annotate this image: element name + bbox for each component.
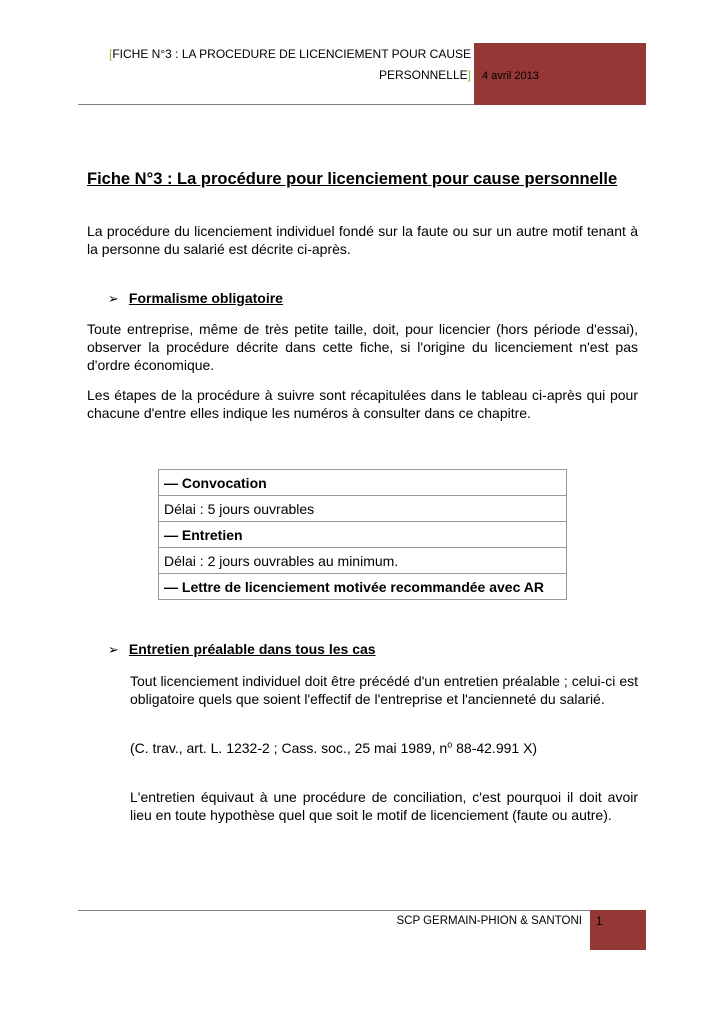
section1-paragraph-2: Les étapes de la procédure à suivre sont récapitulées dans le tableau ci-après qui pour chacune d'entre elles indique les numéros à consulter dans ce chapitre. <box>87 387 638 421</box>
section2-heading <box>108 641 376 658</box>
section2-paragraph-1: Tout licenciement individuel doit être précédé d'un entretien préalable ; celui-ci est obligatoire quels que soient l'effectif de l'entreprise et l'ancienneté du salarié. <box>130 673 638 707</box>
page-number: 1 <box>596 916 603 928</box>
footer-page-box <box>590 910 646 950</box>
header-title-line2: PERSONNELLE <box>378 68 468 82</box>
section1-paragraph-1: Toute entreprise, même de très petite taille, doit, pour licencier (hors période d'essai), observer la procédure décrite dans cette fiche, si l'origine du licenciement n'est pas d'ordre économique. <box>87 321 638 373</box>
procedure-steps-table <box>158 469 567 600</box>
table-row <box>159 574 567 600</box>
table-row <box>159 496 567 522</box>
table-row <box>159 522 567 548</box>
header-rule <box>78 104 474 105</box>
citation-text: (C. trav., art. L. 1232-2 ; Cass. soc., 25 mai 1989, n <box>130 740 448 756</box>
header-title-line1: FICHE N°3 : LA PROCEDURE DE LICENCIEMENT POUR CAUSE <box>112 47 471 61</box>
table-row <box>159 548 567 574</box>
intro-paragraph: La procédure du licenciement individuel fondé sur la faute ou sur un autre motif tenant à la personne du salarié est décrite ci-après. <box>87 223 638 257</box>
header-bracket-close: ] <box>467 68 471 82</box>
table-cell: — Lettre de licenciement motivée recommandée avec AR <box>159 574 567 600</box>
footer-rule <box>78 910 591 911</box>
table-row <box>159 470 567 496</box>
section1-heading <box>108 290 283 307</box>
table-cell: — Convocation <box>159 470 567 496</box>
header-title <box>95 44 471 86</box>
citation-number: 88-42.991 X) <box>452 740 538 756</box>
page-title: Fiche N°3 : La procédure pour licenciement pour cause personnelle <box>87 170 618 188</box>
header-bracket-open: [ <box>109 47 113 61</box>
section1-heading-text: Formalisme obligatoire <box>128 290 283 306</box>
arrow-bullet-icon: ➢ <box>108 291 119 306</box>
legal-citation <box>130 739 638 757</box>
section2-heading-text: Entretien préalable dans tous les cas <box>128 641 376 657</box>
table-cell: — Entretien <box>159 522 567 548</box>
header-date-box <box>474 43 646 105</box>
section2-paragraph-2: L'entretien équivaut à une procédure de conciliation, c'est pourquoi il doit avoir lieu en toute hypothèse quel que soit le motif de licenciement (faute ou autre). <box>130 789 638 823</box>
header-date: 4 avril 2013 <box>482 70 539 82</box>
arrow-bullet-icon: ➢ <box>108 642 119 657</box>
table-cell: Délai : 2 jours ouvrables au minimum. <box>159 548 567 574</box>
table-cell: Délai : 5 jours ouvrables <box>159 496 567 522</box>
footer-firm: SCP GERMAIN-PHION & SANTONI <box>396 915 582 927</box>
citation-superscript: o <box>447 739 453 750</box>
